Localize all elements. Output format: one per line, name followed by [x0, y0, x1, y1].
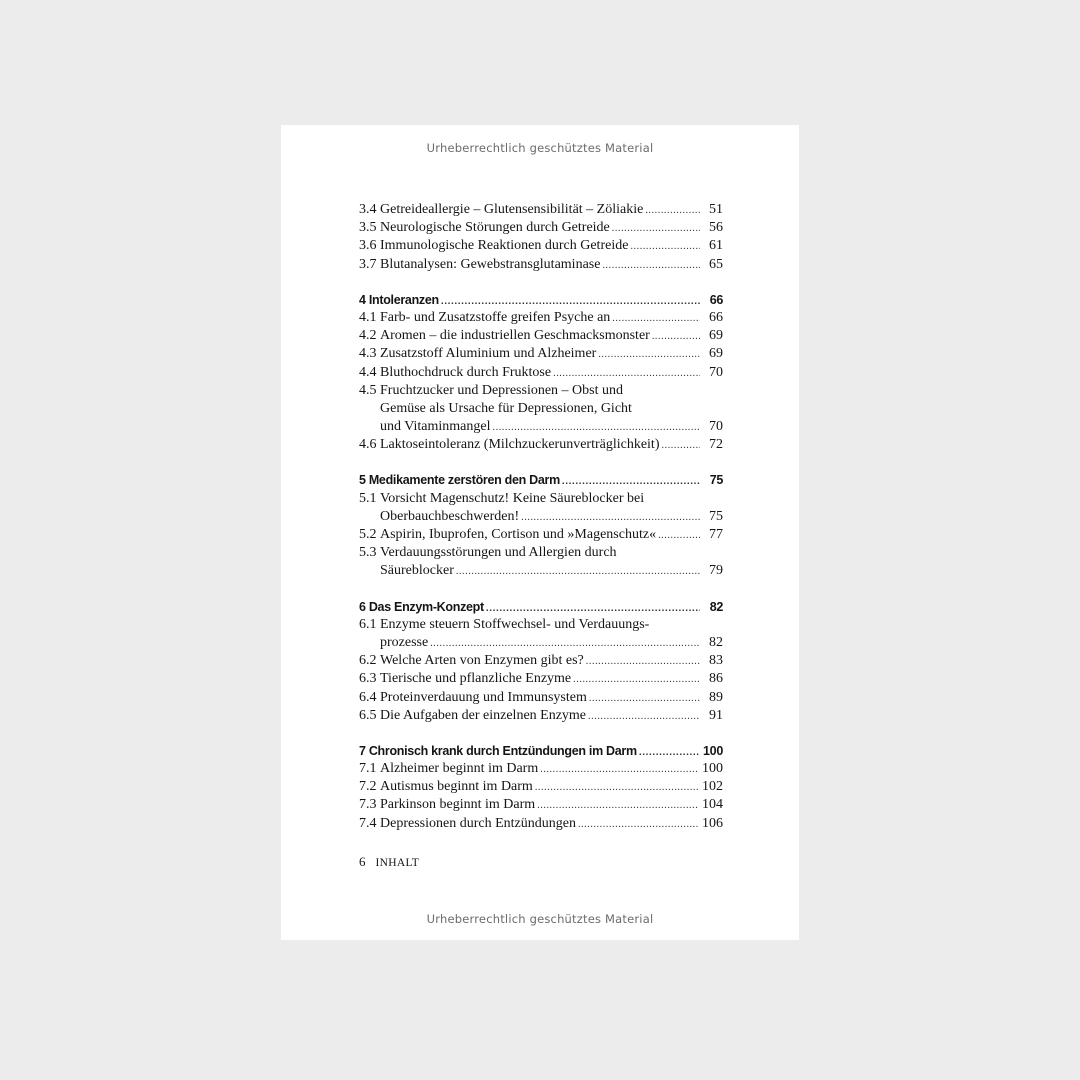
entry-page: 79 — [709, 563, 723, 579]
entry-title-line2: Gemüse als Ursache für Depressionen, Gicht — [380, 400, 632, 416]
toc-entry[interactable] — [359, 309, 723, 327]
toc-chapter-5[interactable] — [359, 471, 723, 489]
footer-page-number: 6 — [359, 854, 366, 869]
entry-title: Depressionen durch Entzündungen — [380, 815, 576, 831]
leader-dots — [553, 365, 700, 383]
leader-dots — [658, 527, 700, 545]
entry-page: 75 — [709, 508, 723, 524]
entry-page: 82 — [709, 634, 723, 650]
entry-title-line2: prozesse — [380, 634, 429, 650]
entry-number: 6.4 — [359, 689, 377, 705]
entry-title: Die Aufgaben der einzelnen Enzyme — [380, 707, 587, 723]
entry-page: 70 — [709, 364, 723, 380]
toc-entry-multiline[interactable] — [359, 382, 723, 437]
entry-title-line1: Fruchtzucker und Depressionen – Obst und — [380, 382, 624, 398]
copyright-watermark-bottom: Urheberrechtlich geschütztes Material — [426, 912, 654, 926]
entry-title-line2: Säureblocker — [380, 563, 454, 579]
entry-title: Laktoseintoleranz (Milchzuckerunverträglichkeit) — [380, 437, 660, 453]
entry-title: Farb- und Zusatzstoffe greifen Psyche an — [380, 309, 611, 325]
chapter-page: 82 — [709, 599, 723, 614]
toc-entry[interactable] — [359, 760, 723, 778]
entry-number: 6.5 — [359, 707, 377, 723]
toc-entry[interactable] — [359, 796, 723, 814]
toc-entry[interactable] — [359, 436, 723, 454]
leader-dots — [612, 310, 700, 328]
toc-entry[interactable] — [359, 219, 723, 237]
toc-entry[interactable] — [359, 256, 723, 274]
toc-entry[interactable] — [359, 652, 723, 670]
footer-section-label: INHALT — [375, 857, 420, 869]
entry-title: Aspirin, Ibuprofen, Cortison und »Magenschutz« — [380, 527, 657, 542]
leader-dots — [493, 419, 701, 437]
entry-page: 104 — [702, 797, 723, 813]
entry-title: Zusatzstoff Aluminium und Alzheimer — [380, 346, 597, 362]
leader-dots — [630, 238, 700, 256]
entry-page: 70 — [709, 419, 723, 435]
entry-page: 106 — [702, 815, 723, 831]
entry-page: 56 — [709, 220, 723, 236]
entry-page: 91 — [709, 707, 723, 723]
chapter-page: 66 — [709, 292, 723, 307]
leader-dots — [652, 328, 700, 346]
entry-number: 4.5 — [359, 382, 377, 398]
leader-dots — [598, 346, 700, 364]
entry-number: 4.3 — [359, 346, 377, 362]
leader-dots — [589, 690, 700, 708]
leader-dots — [573, 671, 700, 689]
entry-page: 72 — [709, 437, 723, 453]
entry-number: 3.4 — [359, 202, 377, 217]
chapter-page: 100 — [703, 743, 723, 758]
entry-number: 3.5 — [359, 220, 377, 236]
entry-page: 102 — [702, 779, 723, 795]
copyright-watermark-top: Urheberrechtlich geschütztes Material — [426, 141, 654, 155]
table-of-contents — [359, 201, 723, 833]
entry-page: 86 — [709, 671, 723, 687]
toc-chapter-6[interactable] — [359, 598, 723, 616]
book-page — [281, 125, 799, 940]
toc-entry[interactable] — [359, 237, 723, 255]
entry-number: 5.3 — [359, 545, 377, 561]
entry-title-line3: und Vitaminmangel — [380, 419, 491, 435]
entry-number: 7.3 — [359, 797, 377, 813]
toc-entry-multiline[interactable] — [359, 490, 723, 526]
leader-dots — [430, 635, 700, 653]
entry-title: Welche Arten von Enzymen gibt es? — [380, 653, 584, 669]
chapter-title: 5 Medikamente zerstören den Darm — [359, 473, 560, 488]
entry-number: 6.2 — [359, 653, 377, 669]
entry-title: Tierische und pflanzliche Enzyme — [380, 671, 572, 687]
toc-entry[interactable] — [359, 815, 723, 833]
entry-number: 7.1 — [359, 761, 377, 777]
entry-title: Neurologische Störungen durch Getreide — [380, 220, 610, 236]
entry-number: 4.2 — [359, 328, 377, 344]
entry-number: 7.2 — [359, 779, 377, 795]
entry-title: Autismus beginnt im Darm — [380, 779, 533, 795]
entry-number: 4.6 — [359, 437, 377, 453]
leader-dots — [639, 744, 700, 762]
chapter-title: 4 Intoleranzen — [359, 292, 439, 307]
leader-dots — [588, 708, 700, 726]
entry-page: 61 — [709, 238, 723, 254]
entry-number: 3.6 — [359, 238, 377, 254]
entry-title: Immunologische Reaktionen durch Getreide — [380, 238, 629, 254]
leader-dots — [456, 563, 700, 581]
entry-title-line1: Verdauungsstörungen und Allergien durch — [380, 545, 617, 561]
entry-title: Parkinson beginnt im Darm — [380, 797, 536, 813]
toc-entry[interactable] — [359, 364, 723, 382]
toc-entry[interactable] — [359, 201, 723, 219]
entry-number: 6.3 — [359, 671, 377, 687]
entry-number: 4.1 — [359, 309, 377, 325]
toc-entry[interactable] — [359, 670, 723, 688]
toc-entry[interactable] — [359, 778, 723, 796]
entry-number: 4.4 — [359, 364, 377, 380]
toc-entry[interactable] — [359, 345, 723, 363]
toc-entry[interactable] — [359, 327, 723, 345]
entry-title: Bluthochdruck durch Fruktose — [380, 364, 552, 380]
leader-dots — [586, 653, 700, 671]
leader-dots — [612, 220, 700, 238]
leader-dots — [521, 509, 700, 527]
toc-entry[interactable] — [359, 526, 723, 544]
chapter-title: 6 Das Enzym-Konzept — [359, 599, 484, 614]
entry-page: 69 — [709, 346, 723, 362]
entry-number: 7.4 — [359, 815, 377, 831]
leader-dots — [540, 761, 699, 779]
entry-number: 5.1 — [359, 490, 377, 506]
entry-title: Aromen – die industriellen Geschmacksmonster — [380, 328, 650, 344]
entry-title-line1: Vorsicht Magenschutz! Keine Säureblocker bei — [380, 490, 645, 506]
toc-entry[interactable] — [359, 707, 723, 725]
leader-dots — [645, 202, 700, 220]
leader-dots — [662, 437, 701, 455]
entry-title: Alzheimer beginnt im Darm — [380, 761, 539, 777]
entry-page: 65 — [709, 256, 723, 272]
leader-dots — [537, 797, 699, 815]
entry-page: 69 — [709, 328, 723, 344]
chapter-title: 7 Chronisch krank durch Entzündungen im Darm — [359, 743, 637, 758]
entry-number: 6.1 — [359, 616, 377, 632]
entry-page: 83 — [709, 653, 723, 669]
entry-title: Proteinverdauung und Immunsystem — [380, 689, 587, 705]
entry-title-line2: Oberbauchbeschwerden! — [380, 508, 520, 524]
entry-title: Getreideallergie – Glutensensibilität – Zöliakie — [380, 202, 644, 217]
entry-page: 100 — [702, 761, 723, 777]
chapter-page: 75 — [709, 473, 723, 488]
entry-number: 5.2 — [359, 527, 377, 542]
page-footer — [359, 854, 419, 870]
toc-entry[interactable] — [359, 689, 723, 707]
entry-page: 66 — [709, 309, 723, 325]
entry-title: Blutanalysen: Gewebstransglutaminase — [380, 256, 601, 272]
leader-dots — [535, 779, 699, 797]
toc-chapter-4[interactable] — [359, 291, 723, 309]
leader-dots — [602, 257, 700, 275]
toc-entry-multiline[interactable] — [359, 544, 723, 580]
entry-page: 51 — [709, 202, 723, 217]
toc-chapter-7[interactable] — [359, 742, 723, 760]
entry-page: 89 — [709, 689, 723, 705]
toc-entry-multiline[interactable] — [359, 616, 723, 652]
entry-title-line1: Enzyme steuern Stoffwechsel- und Verdauungs- — [380, 616, 650, 632]
entry-page: 77 — [709, 527, 723, 542]
leader-dots — [578, 816, 699, 834]
entry-number: 3.7 — [359, 256, 377, 272]
